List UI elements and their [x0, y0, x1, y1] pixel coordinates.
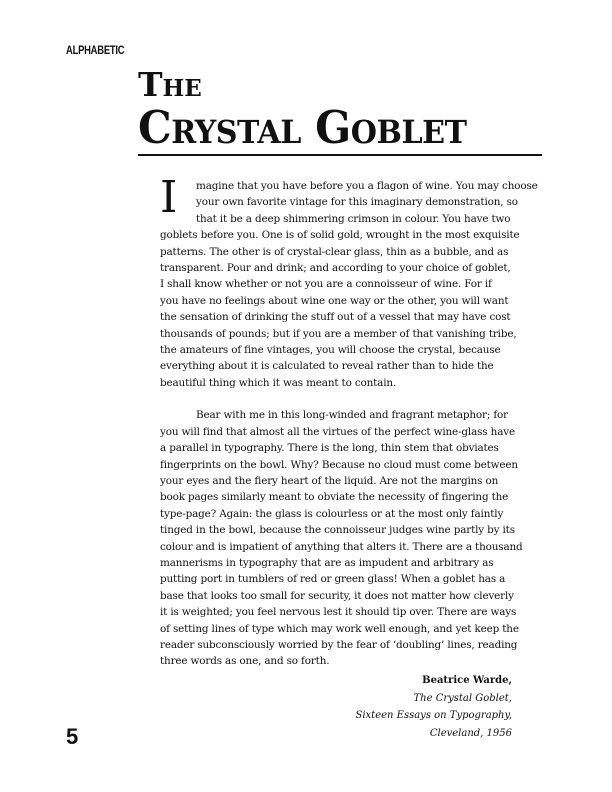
attribution-place-year: Cleveland, 1956: [429, 727, 512, 739]
paragraph-2-lines: [160, 407, 523, 670]
essay-line: colour and is impatient of anything that alters it. There are a thousand: [160, 540, 523, 553]
essay-line: I shall know whether or not you are a connoisseur of wine. For if: [160, 278, 492, 291]
essay-line: of setting lines of type which may work well enough, and yet keep the: [160, 622, 519, 635]
drop-cap: I: [160, 172, 178, 223]
paragraph-1: [160, 172, 538, 391]
title-underline-rule: [138, 154, 542, 156]
essay-line: everything about it is calculated to reveal rather than to hide the: [160, 360, 494, 373]
essay-line: base that looks too small for security, it does not matter how cleverly: [160, 589, 514, 602]
paragraph-2: [160, 407, 523, 670]
essay-line: thousands of pounds; but if you are a member of that vanishing tribe,: [160, 327, 517, 340]
attribution-collection: Sixteen Essays on Typography,: [355, 710, 512, 721]
essay-line: tinged in the bowl, because the connoisseur judges wine partly by its: [160, 524, 515, 537]
essay-line: magine that you have before you a flagon of wine. You may choose: [196, 180, 538, 192]
essay-line: you have no feelings about wine one way or the other, you will want: [160, 294, 509, 307]
essay-line: putting port in tumblers of red or green glass! When a goblet has a: [160, 573, 506, 586]
essay-line: a parallel in typography. There is the long, thin stem that obviates: [160, 442, 499, 455]
article-title: [138, 65, 542, 154]
essay-line: goblets before you. One is of solid gold, wrought in the most exquisite: [160, 229, 520, 242]
essay-line: beautiful thing which it was meant to contain.: [160, 376, 397, 389]
essay-line: type-page? Again: the glass is colourless or at the most only faintly: [160, 507, 504, 520]
attribution: [355, 672, 512, 742]
paragraph-1-lines: [160, 172, 538, 391]
essay-line: the sensation of drinking the stuff out of a vessel that may have cost: [160, 311, 511, 324]
essay-line: you will find that almost all the virtues of the perfect wine-glass have: [160, 425, 515, 438]
essay-line: the amateurs of fine vintages, you will choose the crystal, because: [160, 344, 501, 357]
title-line-1: The: [138, 65, 202, 104]
attribution-author: Beatrice Warde,: [422, 675, 512, 686]
essay-line: transparent. Pour and drink; and according to your choice of goblet,: [160, 262, 511, 275]
essay-line: it is weighted; you feel nervous lest it should tip over. There are ways: [160, 606, 517, 619]
page-number: 5: [66, 724, 79, 749]
essay-line: reader subconsciously worried by the fear of ‘doubling’ lines, reading: [160, 638, 518, 651]
essay-line: your own favorite vintage for this imaginary demonstration, so: [196, 196, 518, 209]
section-label: ALPHABETIC: [66, 45, 125, 57]
essay-line: Bear with me in this long-winded and fragrant metaphor; for: [196, 409, 508, 422]
essay-line: that it be a deep shimmering crimson in colour. You have two: [196, 212, 511, 225]
essay-line: your eyes and the fiery heart of the liquid. Are not the margins on: [160, 474, 499, 487]
essay-body: [160, 172, 538, 670]
essay-line: three words as one, and so forth.: [160, 655, 330, 668]
essay-line: fingerprints on the bowl. Why? Because no cloud must come between: [160, 458, 518, 471]
essay-line: patterns. The other is of crystal-clear glass, thin as a bubble, and as: [160, 245, 509, 258]
attribution-source-title: The Crystal Goblet,: [413, 692, 512, 704]
essay-line: mannerisms in typography that are as impudent and arbitrary as: [160, 556, 494, 569]
essay-line: book pages similarly meant to obviate the necessity of fingering the: [160, 491, 509, 504]
title-line-2: Crystal Goblet: [138, 101, 467, 154]
